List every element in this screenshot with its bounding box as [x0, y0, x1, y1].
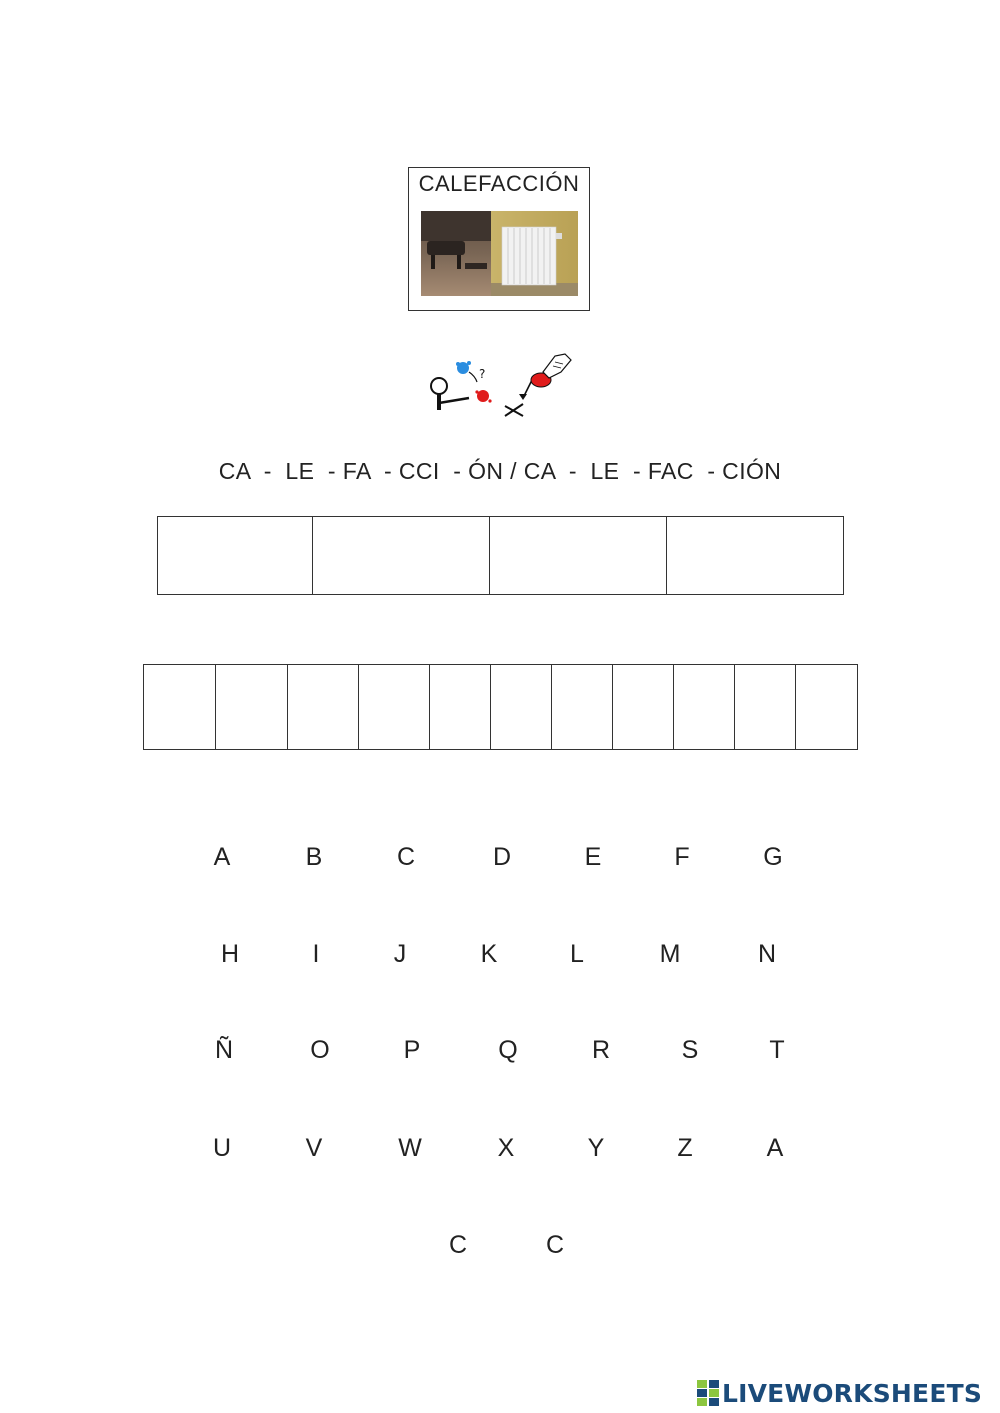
letter-tile[interactable]: N — [757, 940, 777, 968]
letter-tile[interactable]: J — [393, 940, 407, 968]
letter-box[interactable] — [287, 665, 358, 749]
letter-box[interactable] — [215, 665, 287, 749]
letter-tile[interactable]: Q — [498, 1036, 518, 1064]
letter-tile[interactable]: F — [674, 843, 690, 871]
syllable-box[interactable] — [312, 517, 489, 594]
letter-tile[interactable]: A — [213, 843, 231, 871]
letter-box[interactable] — [612, 665, 673, 749]
letter-tile[interactable]: T — [769, 1036, 785, 1064]
syllable-box[interactable] — [489, 517, 666, 594]
letter-tile[interactable]: M — [659, 940, 681, 968]
liveworksheets-logo — [697, 1378, 982, 1408]
pictogram-icon — [425, 348, 575, 423]
letter-tile[interactable]: Y — [587, 1134, 605, 1162]
letter-box[interactable] — [551, 665, 612, 749]
letter-tile[interactable]: H — [220, 940, 240, 968]
liveworksheets-logo-icon — [697, 1380, 719, 1406]
syllable-box[interactable] — [158, 517, 312, 594]
letter-box[interactable] — [734, 665, 795, 749]
word-card — [408, 167, 590, 311]
letter-tile[interactable]: I — [312, 940, 320, 968]
syllable-box[interactable] — [666, 517, 843, 594]
svg-text:?: ? — [479, 367, 486, 381]
letter-tile[interactable]: X — [497, 1134, 515, 1162]
letter-tile[interactable]: V — [305, 1134, 323, 1162]
letter-tile[interactable]: Z — [677, 1134, 693, 1162]
letter-tile[interactable]: K — [480, 940, 498, 968]
letter-tile[interactable]: L — [570, 940, 584, 968]
word-card-title: CALEFACCIÓN — [418, 171, 580, 196]
letter-tile[interactable]: S — [681, 1036, 699, 1064]
letter-answer-row — [143, 664, 858, 750]
letter-tile[interactable]: A — [766, 1134, 784, 1162]
letter-tile[interactable]: Ñ — [214, 1036, 234, 1064]
letter-box[interactable] — [795, 665, 857, 749]
syllable-answer-row — [157, 516, 844, 595]
syllable-division-text: CA - LE - FA - CCI - ÓN / CA - LE - FAC - CIÓN — [218, 458, 782, 484]
letter-tile[interactable]: D — [492, 843, 512, 871]
letter-tile[interactable]: E — [584, 843, 602, 871]
letter-tile[interactable]: R — [591, 1036, 611, 1064]
letter-box[interactable] — [358, 665, 429, 749]
letter-tile[interactable]: U — [212, 1134, 232, 1162]
letter-tile[interactable]: W — [398, 1134, 422, 1162]
letter-tile[interactable]: C — [396, 843, 416, 871]
radiator-photo — [421, 211, 578, 296]
letter-tile[interactable]: G — [763, 843, 783, 871]
letter-tile[interactable]: P — [403, 1036, 421, 1064]
letter-box[interactable] — [490, 665, 551, 749]
letter-tile[interactable]: O — [310, 1036, 330, 1064]
liveworksheets-logo-text: LIVEWORKSHEETS — [722, 1378, 983, 1408]
letter-box[interactable] — [429, 665, 490, 749]
letter-box[interactable] — [673, 665, 734, 749]
letter-tile[interactable]: C — [448, 1231, 468, 1259]
letter-tile[interactable]: B — [305, 843, 323, 871]
letter-tile[interactable]: C — [545, 1231, 565, 1259]
letter-box[interactable] — [144, 665, 215, 749]
